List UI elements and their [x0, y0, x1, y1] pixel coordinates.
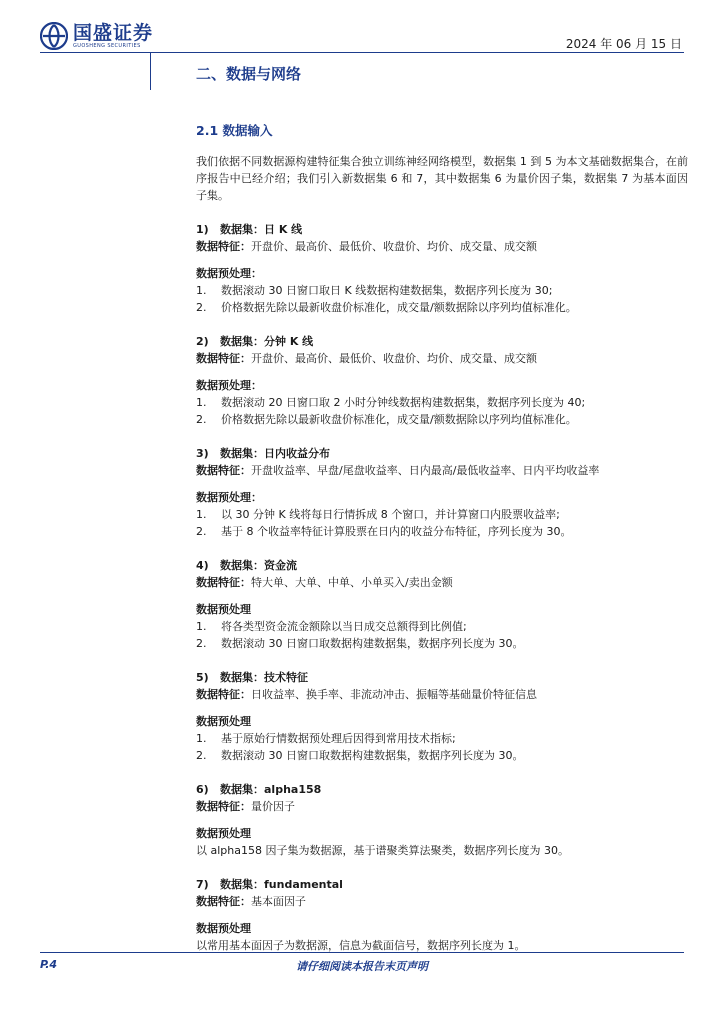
dataset-heading — [196, 669, 688, 686]
guosheng-logo-icon — [40, 22, 68, 50]
preprocess-label: 数据预处理 — [196, 827, 251, 840]
preprocess-step — [196, 635, 688, 652]
step-number: 1. — [196, 508, 207, 521]
logo-english-name: GUOSHENG SECURITIES — [73, 42, 141, 49]
dataset-block — [196, 557, 688, 652]
dataset-number: 2) — [196, 335, 209, 348]
preprocess-step — [196, 523, 688, 540]
feature-text: 基本面因子 — [251, 895, 306, 908]
dataset-heading — [196, 876, 688, 893]
feature-text: 特大单、大单、中单、小单买入/卖出金额 — [251, 576, 453, 589]
dataset-number: 6) — [196, 783, 209, 796]
feature-text: 开盘价、最高价、最低价、收盘价、均价、成交量、成交额 — [251, 240, 537, 253]
dataset-number: 5) — [196, 671, 209, 684]
step-number: 1. — [196, 396, 207, 409]
page-number: P.4 — [40, 958, 58, 971]
section-title: 二、数据与网络 — [196, 65, 302, 83]
preprocess-label: 数据预处理： — [196, 491, 262, 504]
step-text: 价格数据先除以最新收盘价标准化，成交量/额数据除以序列均值标准化。 — [221, 301, 577, 314]
dataset-feature — [196, 462, 688, 479]
step-number: 2. — [196, 637, 207, 650]
step-number: 1. — [196, 284, 207, 297]
preprocess-label: 数据预处理 — [196, 715, 251, 728]
preprocess-text: 以常用基本面因子为数据源，信息为截面信号，数据序列长度为 1。 — [196, 939, 526, 952]
dataset-name: alpha158 — [264, 783, 322, 796]
preprocess-step — [196, 394, 688, 411]
dataset-name: 日 K 线 — [264, 223, 303, 236]
dataset-name: 资金流 — [264, 559, 297, 572]
report-date: 2024 年 06 月 15 日 — [565, 37, 682, 51]
step-text: 以 30 分钟 K 线将每日行情拆成 8 个窗口，并计算窗口内股票收益率; — [221, 508, 560, 521]
header-vertical-divider — [150, 52, 151, 90]
dataset-feature — [196, 686, 688, 703]
feature-label: 数据特征： — [196, 464, 251, 477]
dataset-label: 数据集： — [220, 878, 264, 891]
step-number: 2. — [196, 301, 207, 314]
step-number: 2. — [196, 525, 207, 538]
dataset-block — [196, 333, 688, 428]
subsection-title: 2.1 数据输入 — [196, 123, 273, 138]
dataset-feature — [196, 238, 688, 255]
main-content — [196, 122, 688, 971]
step-text: 数据滚动 30 日窗口取日 K 线数据构建数据集，数据序列长度为 30; — [221, 284, 553, 297]
dataset-block — [196, 221, 688, 316]
dataset-block — [196, 876, 688, 954]
dataset-number: 3) — [196, 447, 209, 460]
preprocess-step — [196, 299, 688, 316]
step-text: 价格数据先除以最新收盘价标准化，成交量/额数据除以序列均值标准化。 — [221, 413, 577, 426]
feature-label: 数据特征： — [196, 895, 251, 908]
preprocess-step — [196, 282, 688, 299]
dataset-list — [196, 221, 688, 954]
preprocess-step — [196, 747, 688, 764]
dataset-name: 分钟 K 线 — [264, 335, 314, 348]
dataset-label: 数据集： — [220, 447, 264, 460]
step-number: 2. — [196, 413, 207, 426]
dataset-name: 技术特征 — [264, 671, 308, 684]
dataset-label: 数据集： — [220, 783, 264, 796]
dataset-label: 数据集： — [220, 671, 264, 684]
preprocess-label: 数据预处理： — [196, 379, 262, 392]
dataset-feature — [196, 798, 688, 815]
preprocess-label: 数据预处理： — [196, 267, 262, 280]
dataset-heading — [196, 333, 688, 350]
dataset-block — [196, 445, 688, 540]
dataset-label: 数据集： — [220, 335, 264, 348]
dataset-block — [196, 781, 688, 859]
dataset-feature — [196, 574, 688, 591]
preprocess-text: 以 alpha158 因子集为数据源，基于谱聚类算法聚类，数据序列长度为 30。 — [196, 844, 569, 857]
logo-chinese-name: 国盛证券 — [73, 21, 154, 44]
dataset-number: 7) — [196, 878, 209, 891]
dataset-feature — [196, 350, 688, 367]
step-text: 基于原始行情数据预处理后因得到常用技术指标; — [221, 732, 456, 745]
feature-text: 开盘价、最高价、最低价、收盘价、均价、成交量、成交额 — [251, 352, 537, 365]
header-divider — [40, 52, 684, 53]
feature-label: 数据特征： — [196, 352, 251, 365]
feature-label: 数据特征： — [196, 800, 251, 813]
feature-text: 日收益率、换手率、非流动冲击、振幅等基础量价特征信息 — [251, 688, 537, 701]
dataset-label: 数据集： — [220, 223, 264, 236]
preprocess-step — [196, 506, 688, 523]
feature-label: 数据特征： — [196, 240, 251, 253]
step-text: 数据滚动 20 日窗口取 2 小时分钟线数据构建数据集，数据序列长度为 40; — [221, 396, 586, 409]
step-text: 数据滚动 30 日窗口取数据构建数据集，数据序列长度为 30。 — [221, 749, 524, 762]
footer-divider — [40, 952, 684, 953]
intro-paragraph: 我们依据不同数据源构建特征集合独立训练神经网络模型，数据集 1 到 5 为本文基础数据集合，在前序报告中已经介绍；我们引入新数据集 6 和 7，其中数据集 6 为量价因子集，数据集 7 为基本面因子集。 — [196, 155, 688, 202]
dataset-label: 数据集： — [220, 559, 264, 572]
company-logo — [40, 22, 153, 50]
step-number: 1. — [196, 732, 207, 745]
dataset-block — [196, 669, 688, 764]
dataset-name: fundamental — [264, 878, 343, 891]
feature-label: 数据特征： — [196, 576, 251, 589]
dataset-heading — [196, 781, 688, 798]
feature-label: 数据特征： — [196, 688, 251, 701]
step-text: 基于 8 个收益率特征计算股票在日内的收益分布特征，序列长度为 30。 — [221, 525, 572, 538]
dataset-feature — [196, 893, 688, 910]
preprocess-label: 数据预处理 — [196, 603, 251, 616]
dataset-number: 1) — [196, 223, 209, 236]
dataset-heading — [196, 221, 688, 238]
preprocess-step — [196, 730, 688, 747]
dataset-heading — [196, 445, 688, 462]
preprocess-step — [196, 618, 688, 635]
feature-text: 开盘收益率、早盘/尾盘收益率、日内最高/最低收益率、日内平均收益率 — [251, 464, 600, 477]
dataset-number: 4) — [196, 559, 209, 572]
dataset-name: 日内收益分布 — [264, 447, 330, 460]
feature-text: 量价因子 — [251, 800, 295, 813]
dataset-heading — [196, 557, 688, 574]
page-header — [0, 0, 724, 56]
preprocess-step — [196, 411, 688, 428]
preprocess-label: 数据预处理 — [196, 922, 251, 935]
step-number: 2. — [196, 749, 207, 762]
step-text: 将各类型资金流金额除以当日成交总额得到比例值; — [221, 620, 467, 633]
step-text: 数据滚动 30 日窗口取数据构建数据集，数据序列长度为 30。 — [221, 637, 524, 650]
step-number: 1. — [196, 620, 207, 633]
footer-disclaimer: 请仔细阅读本报告末页声明 — [296, 960, 428, 973]
